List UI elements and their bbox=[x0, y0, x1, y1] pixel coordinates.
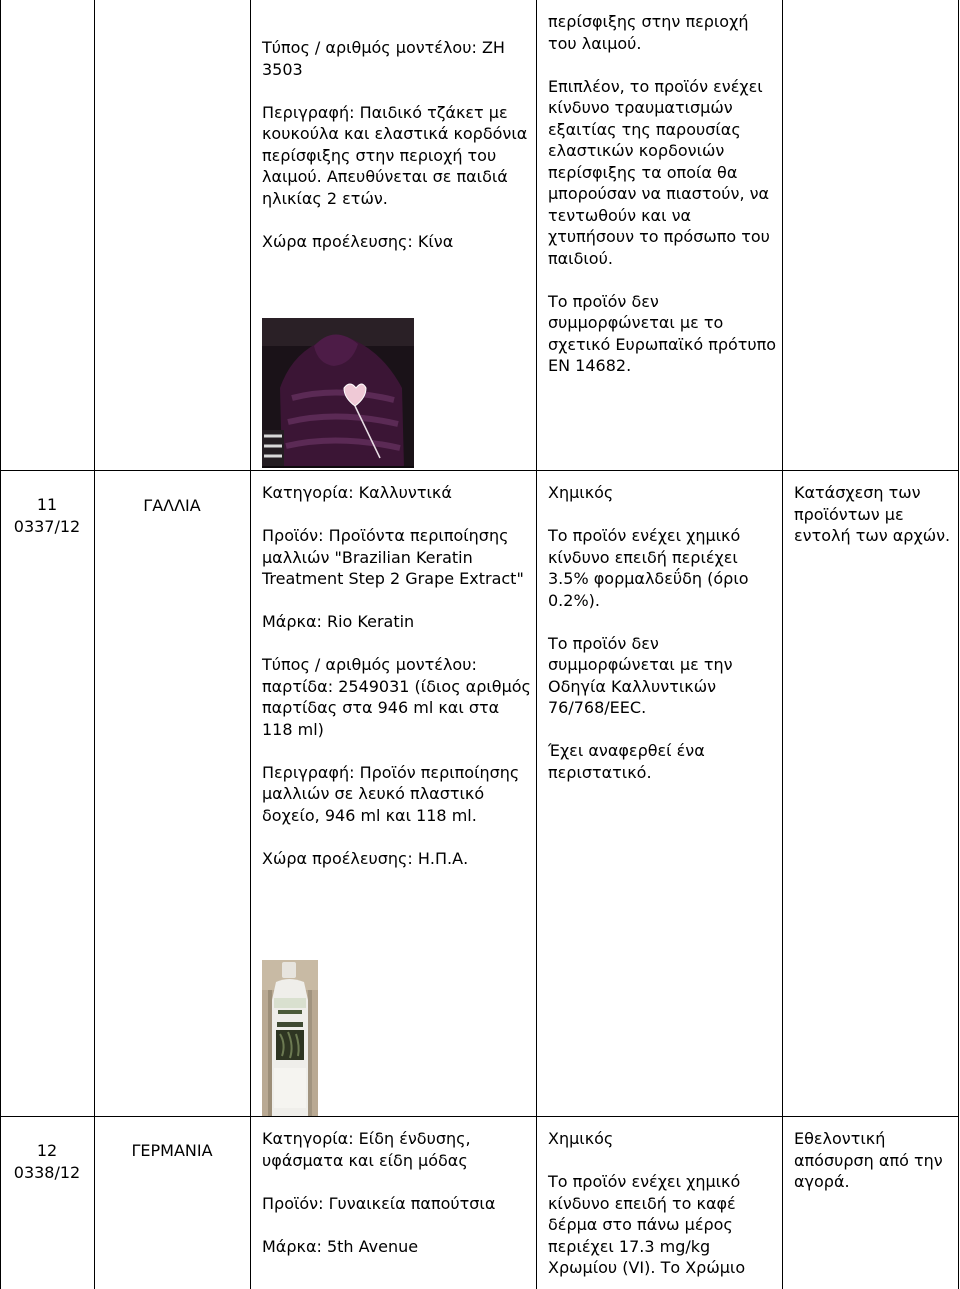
row-ref: 0338/12 bbox=[13, 1162, 81, 1182]
country: ΓΑΛΛΙΑ bbox=[143, 496, 201, 515]
product-name: Προϊόν: Προϊόντα περιποίησης μαλλιών "Brazilian Keratin Treatment Step 2 Grape Extract" bbox=[262, 526, 524, 588]
risk-type: Χημικός bbox=[548, 483, 614, 502]
bottle-photo bbox=[262, 960, 318, 1116]
product-model: Τύπος / αριθμός μοντέλου: παρτίδα: 2549031 (ίδιος αριθμός παρτίδας στα 946 ml και στα 118 ml) bbox=[262, 655, 531, 739]
row-11-product-cell bbox=[262, 482, 534, 869]
row-line-1 bbox=[0, 470, 959, 471]
col-line-0 bbox=[0, 0, 1, 1289]
risk-directive: Το προϊόν δεν συμμορφώνεται με την Οδηγία Καλλυντικών 76/768/EEC. bbox=[548, 633, 733, 717]
row-12-country-cell bbox=[94, 1140, 250, 1162]
product-origin: Χώρα προέλευσης: Η.Π.Α. bbox=[262, 848, 469, 868]
risk-type: Χημικός bbox=[548, 1129, 614, 1148]
col-line-1 bbox=[94, 0, 95, 1289]
row-line-2 bbox=[0, 1116, 959, 1117]
col-line-2 bbox=[250, 0, 251, 1289]
row-number: 12 bbox=[36, 1141, 58, 1160]
risk-detail: Το προϊόν ενέχει χημικό κίνδυνο επειδή περιέχει 3.5% φορμαλδεΰδη (όριο 0.2%). bbox=[548, 526, 749, 610]
risk-incident: Έχει αναφερθεί ένα περιστατικό. bbox=[548, 741, 705, 782]
col-line-5 bbox=[958, 0, 959, 1289]
product-category: Κατηγορία: Καλλυντικά bbox=[262, 483, 452, 502]
product-category: Κατηγορία: Είδη ένδυσης, υφάσματα και είδη μόδας bbox=[262, 1129, 471, 1170]
row-12-product-cell bbox=[262, 1128, 534, 1257]
col-line-4 bbox=[782, 0, 783, 1289]
row-ref: 0337/12 bbox=[13, 516, 81, 536]
row-12-measures-cell bbox=[794, 1128, 956, 1193]
risk-continued-text: περίσφιξης στην περιοχή του λαιμού. bbox=[548, 12, 749, 53]
col-line-3 bbox=[536, 0, 537, 1289]
product-model: Τύπος / αριθμός μοντέλου: ZH 3503 bbox=[262, 38, 505, 79]
row-11-risk-cell bbox=[548, 482, 780, 783]
row-11-measures-cell bbox=[794, 482, 956, 547]
product-origin: Χώρα προέλευσης: Κίνα bbox=[262, 231, 454, 251]
row-11-number-cell bbox=[0, 494, 94, 537]
jacket-photo bbox=[262, 318, 414, 468]
product-cell-continued bbox=[262, 37, 534, 252]
country: ΓΕΡΜΑΝΙΑ bbox=[131, 1141, 213, 1160]
product-description: Περιγραφή: Παιδικό τζάκετ με κουκούλα και ελαστικά κορδόνια περίσφιξης στην περιοχή του λαιμού. Απευθύνεται σε παιδιά ηλικίας 2 ετών. bbox=[262, 102, 528, 208]
risk-detail: Το προϊόν ενέχει χημικό κίνδυνο επειδή το καφέ δέρμα στο πάνω μέρος περιέχει 17.3 mg/kg Χρωμίου (VI). Το Χρώμιο bbox=[548, 1172, 746, 1277]
row-12-number-cell bbox=[0, 1140, 94, 1183]
row-number: 11 bbox=[36, 495, 58, 514]
bottle-image bbox=[262, 960, 318, 1116]
row-12-risk-cell bbox=[548, 1128, 780, 1279]
risk-detail: Επιπλέον, το προϊόν ενέχει κίνδυνο τραυματισμών εξαιτίας της παρουσίας ελαστικών κορδονιών περίσφιξης τα οποία θα μπορούσαν να πιαστούν, να τεντωθούν και να χτυπήσουν το πρόσωπο του παιδιού. bbox=[548, 76, 770, 268]
row-11-country-cell bbox=[94, 495, 250, 517]
measures: Εθελοντική απόσυρση από την αγορά. bbox=[794, 1129, 943, 1191]
product-description: Περιγραφή: Προϊόν περιποίησης μαλλιών σε λευκό πλαστικό δοχείο, 946 ml και 118 ml. bbox=[262, 762, 520, 825]
measures: Κατάσχεση των προϊόντων με εντολή των αρχών. bbox=[794, 483, 951, 545]
jacket-image bbox=[262, 318, 414, 468]
risk-standard: Το προϊόν δεν συμμορφώνεται με το σχετικό Ευρωπαϊκό πρότυπο EN 14682. bbox=[548, 291, 777, 375]
product-brand: Μάρκα: Rio Keratin bbox=[262, 612, 415, 631]
product-brand: Μάρκα: 5th Avenue bbox=[262, 1236, 419, 1256]
risk-cell-continued bbox=[548, 11, 780, 377]
product-name: Προϊόν: Γυναικεία παπούτσια bbox=[262, 1193, 496, 1213]
